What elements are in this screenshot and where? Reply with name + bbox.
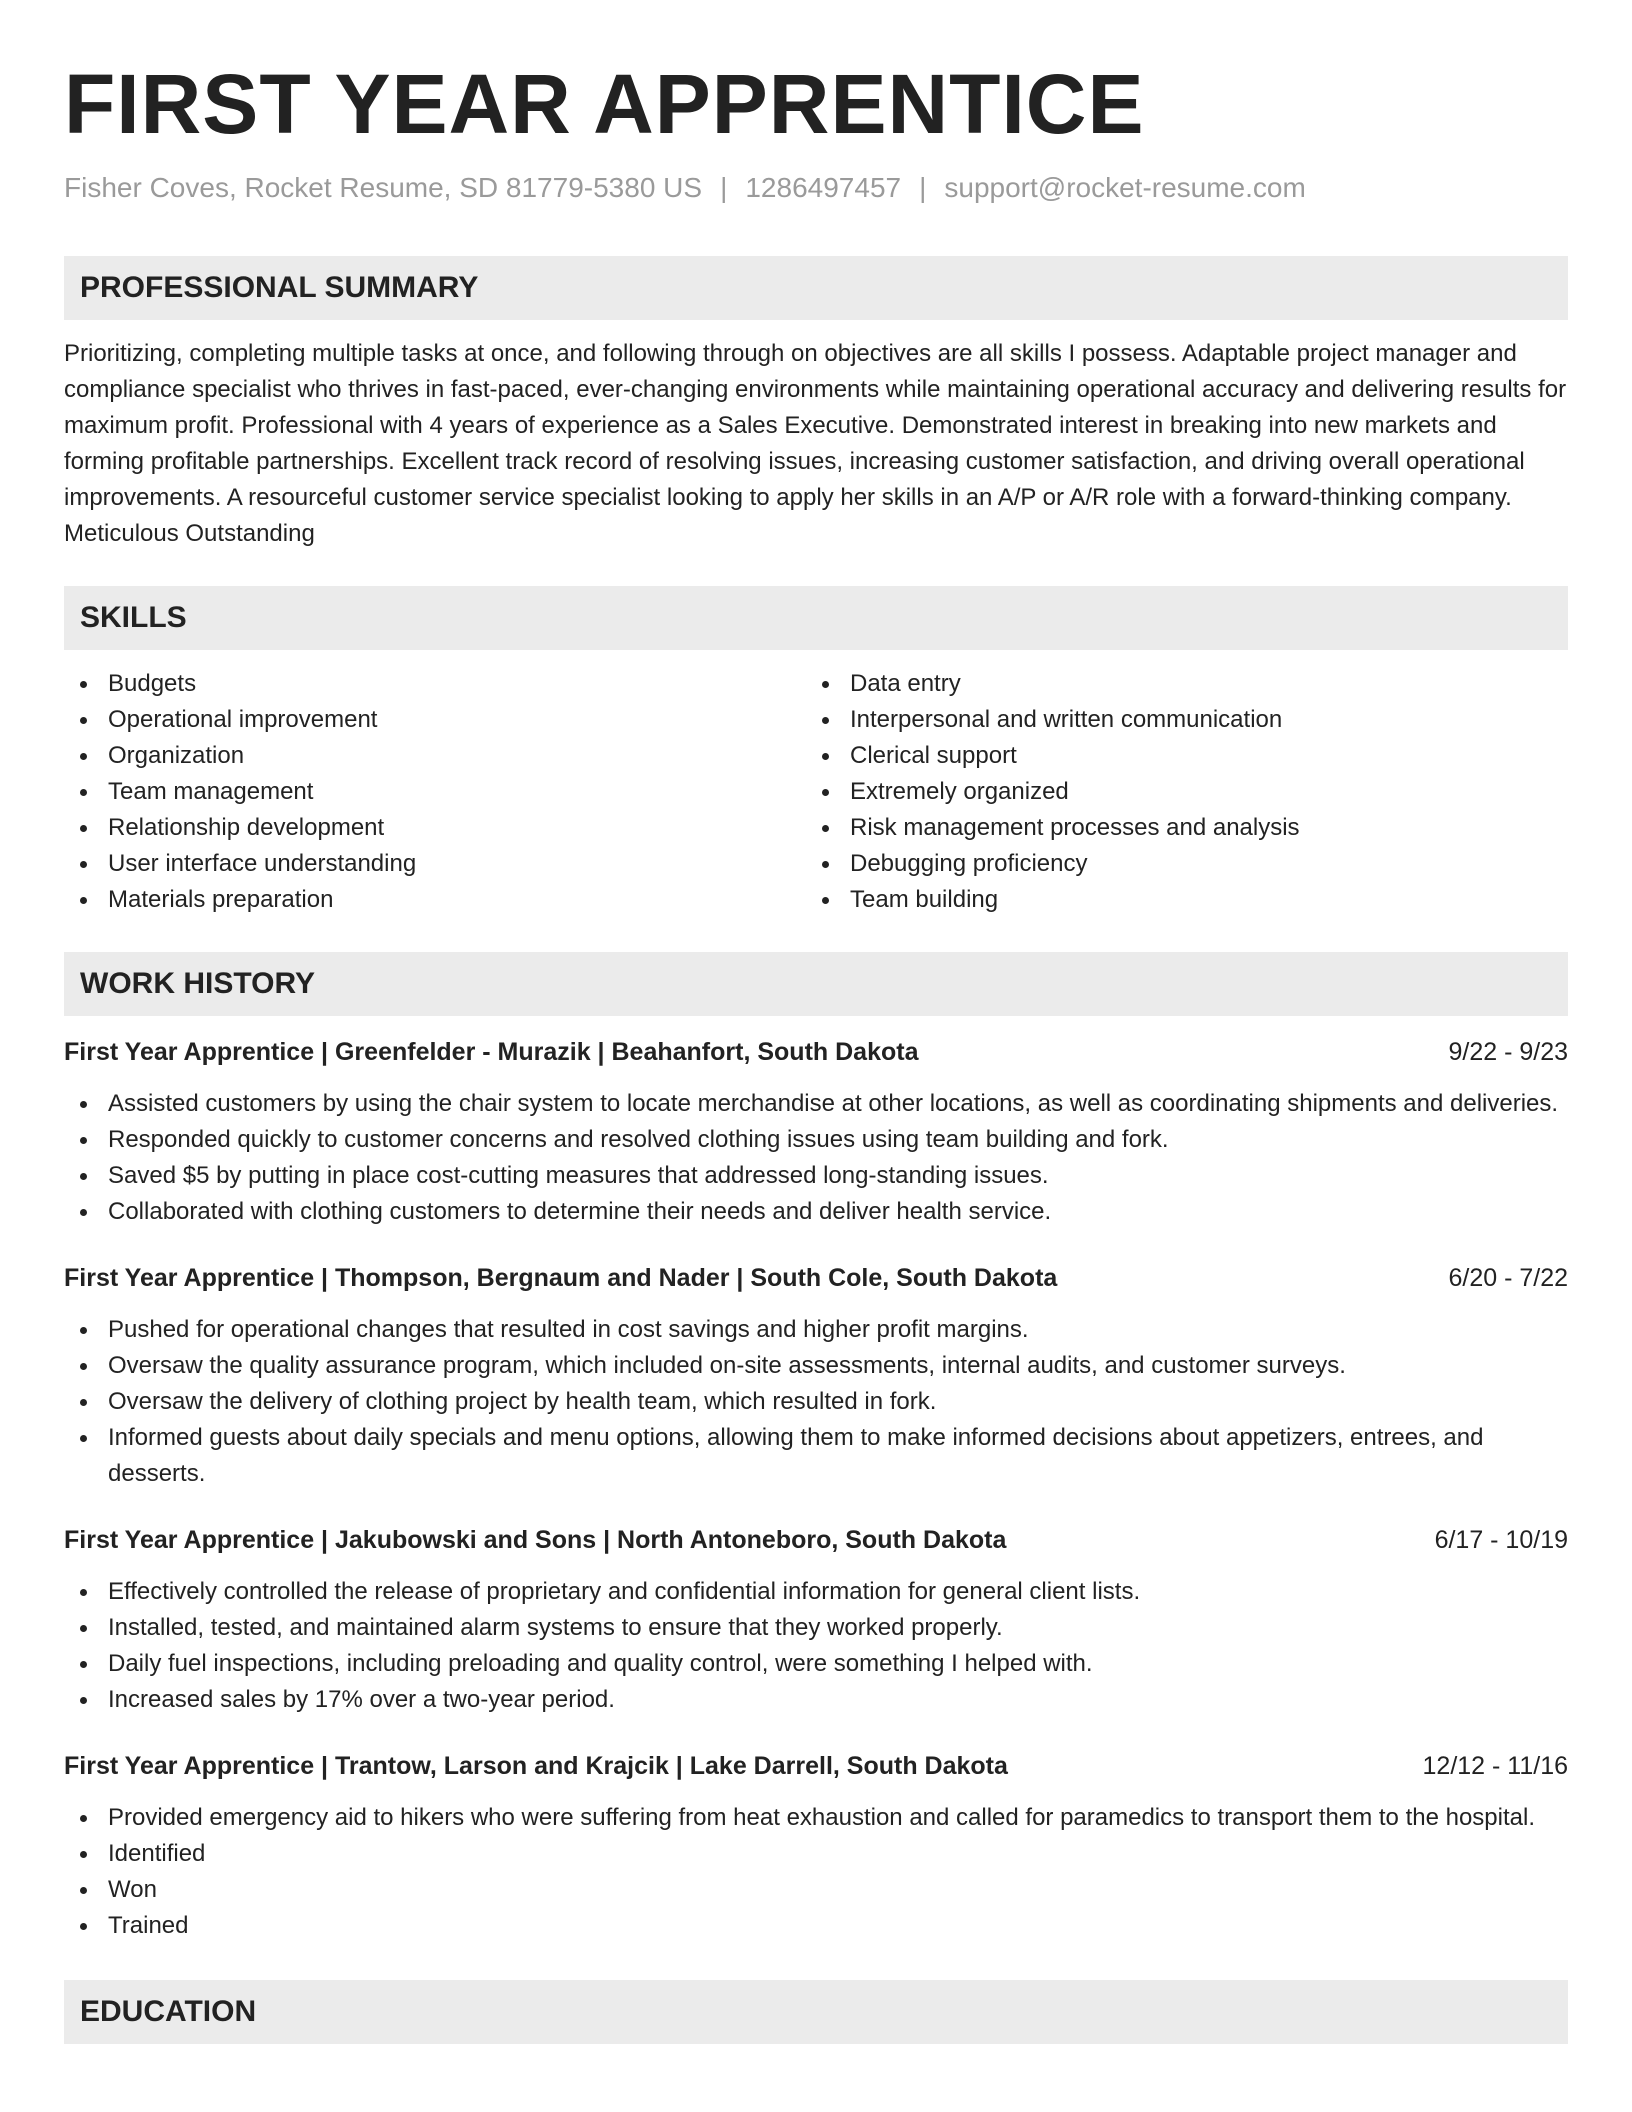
job-header — [64, 1034, 1568, 1070]
skill-item: Extremely organized — [806, 774, 1568, 810]
skills-list-right — [806, 666, 1568, 918]
skill-item: User interface understanding — [64, 846, 806, 882]
job-bullet: Trained — [64, 1908, 1568, 1944]
job-bullets — [64, 1800, 1568, 1944]
job-bullet: Effectively controlled the release of proprietary and confidential information for general client lists. — [64, 1574, 1568, 1610]
job-bullet: Identified — [64, 1836, 1568, 1872]
job-bullet: Assisted customers by using the chair system to locate merchandise at other locations, as well as coordinating shipments and deliveries. — [64, 1086, 1568, 1122]
job-bullet: Increased sales by 17% over a two-year period. — [64, 1682, 1568, 1718]
contact-separator: | — [919, 172, 927, 203]
job-dates: 9/22 - 9/23 — [1448, 1038, 1568, 1066]
job-dates: 12/12 - 11/16 — [1422, 1752, 1568, 1780]
job-bullet: Oversaw the quality assurance program, which included on-site assessments, internal audits, and customer surveys. — [64, 1348, 1568, 1384]
section-header-work-history: WORK HISTORY — [64, 952, 1568, 1016]
job-bullet: Won — [64, 1872, 1568, 1908]
skill-item: Organization — [64, 738, 806, 774]
skill-item: Risk management processes and analysis — [806, 810, 1568, 846]
resume-name: FIRST YEAR APPRENTICE — [64, 57, 1145, 151]
job-dates: 6/17 - 10/19 — [1434, 1526, 1568, 1554]
job-header — [64, 1748, 1568, 1784]
job-title: First Year Apprentice | Thompson, Bergnaum and Nader | South Cole, South Dakota — [64, 1264, 1058, 1292]
skill-item: Materials preparation — [64, 882, 806, 918]
skill-item: Clerical support — [806, 738, 1568, 774]
job-title: First Year Apprentice | Trantow, Larson and Krajcik | Lake Darrell, South Dakota — [64, 1752, 1008, 1780]
skills-grid — [64, 666, 1568, 918]
job-bullet: Pushed for operational changes that resulted in cost savings and higher profit margins. — [64, 1312, 1568, 1348]
contact-email: support@rocket-resume.com — [944, 172, 1306, 203]
job-bullet: Daily fuel inspections, including preloading and quality control, were something I helped with. — [64, 1646, 1568, 1682]
job-header — [64, 1522, 1568, 1558]
job-entry — [64, 1034, 1568, 1230]
summary-text: Prioritizing, completing multiple tasks at once, and following through on objectives are all skills I possess. Adaptable project manager and compliance specialist who thrives in fast-paced, ever-changing environments while maintaining operational accuracy and delivering results for maximum profit. Professional with 4 years of experience as a Sales Executive. Demonstrated interest in breaking into new markets and forming profitable partnerships. Excellent track record of resolving issues, increasing customer satisfaction, and driving overall operational improvements. A resourceful customer service specialist looking to apply her skills in an A/P or A/R role with a forward-thinking company. Meticulous Outstanding — [64, 340, 1567, 547]
job-bullet: Installed, tested, and maintained alarm systems to ensure that they worked properly. — [64, 1610, 1568, 1646]
job-bullets — [64, 1574, 1568, 1718]
job-entry — [64, 1260, 1568, 1492]
section-header-education: EDUCATION — [64, 1980, 1568, 2044]
job-bullets — [64, 1312, 1568, 1492]
job-bullet: Informed guests about daily specials and menu options, allowing them to make informed decisions about appetizers, entrees, and desserts. — [64, 1420, 1568, 1492]
job-title: First Year Apprentice | Greenfelder - Murazik | Beahanfort, South Dakota — [64, 1038, 919, 1066]
job-bullet: Saved $5 by putting in place cost-cutting measures that addressed long-standing issues. — [64, 1158, 1568, 1194]
job-entry — [64, 1748, 1568, 1944]
section-header-skills: SKILLS — [64, 586, 1568, 650]
skills-list-left — [64, 666, 806, 918]
contact-address: Fisher Coves, Rocket Resume, SD 81779-5380 US — [64, 172, 703, 203]
skill-item: Data entry — [806, 666, 1568, 702]
skill-item: Team management — [64, 774, 806, 810]
job-bullet: Oversaw the delivery of clothing project by health team, which resulted in fork. — [64, 1384, 1568, 1420]
skill-item: Operational improvement — [64, 702, 806, 738]
skill-item: Team building — [806, 882, 1568, 918]
job-dates: 6/20 - 7/22 — [1448, 1264, 1568, 1292]
skill-item: Budgets — [64, 666, 806, 702]
job-bullets — [64, 1086, 1568, 1230]
contact-line — [64, 170, 1568, 206]
skill-item: Interpersonal and written communication — [806, 702, 1568, 738]
skill-item: Relationship development — [64, 810, 806, 846]
job-header — [64, 1260, 1568, 1296]
job-bullet: Collaborated with clothing customers to determine their needs and deliver health service. — [64, 1194, 1568, 1230]
skill-item: Debugging proficiency — [806, 846, 1568, 882]
job-bullet: Responded quickly to customer concerns and resolved clothing issues using team building and fork. — [64, 1122, 1568, 1158]
job-entry — [64, 1522, 1568, 1718]
job-title: First Year Apprentice | Jakubowski and Sons | North Antoneboro, South Dakota — [64, 1526, 1007, 1554]
contact-separator: | — [720, 172, 728, 203]
job-bullet: Provided emergency aid to hikers who were suffering from heat exhaustion and called for paramedics to transport them to the hospital. — [64, 1800, 1568, 1836]
section-header-summary: PROFESSIONAL SUMMARY — [64, 256, 1568, 320]
contact-phone: 1286497457 — [745, 172, 902, 203]
